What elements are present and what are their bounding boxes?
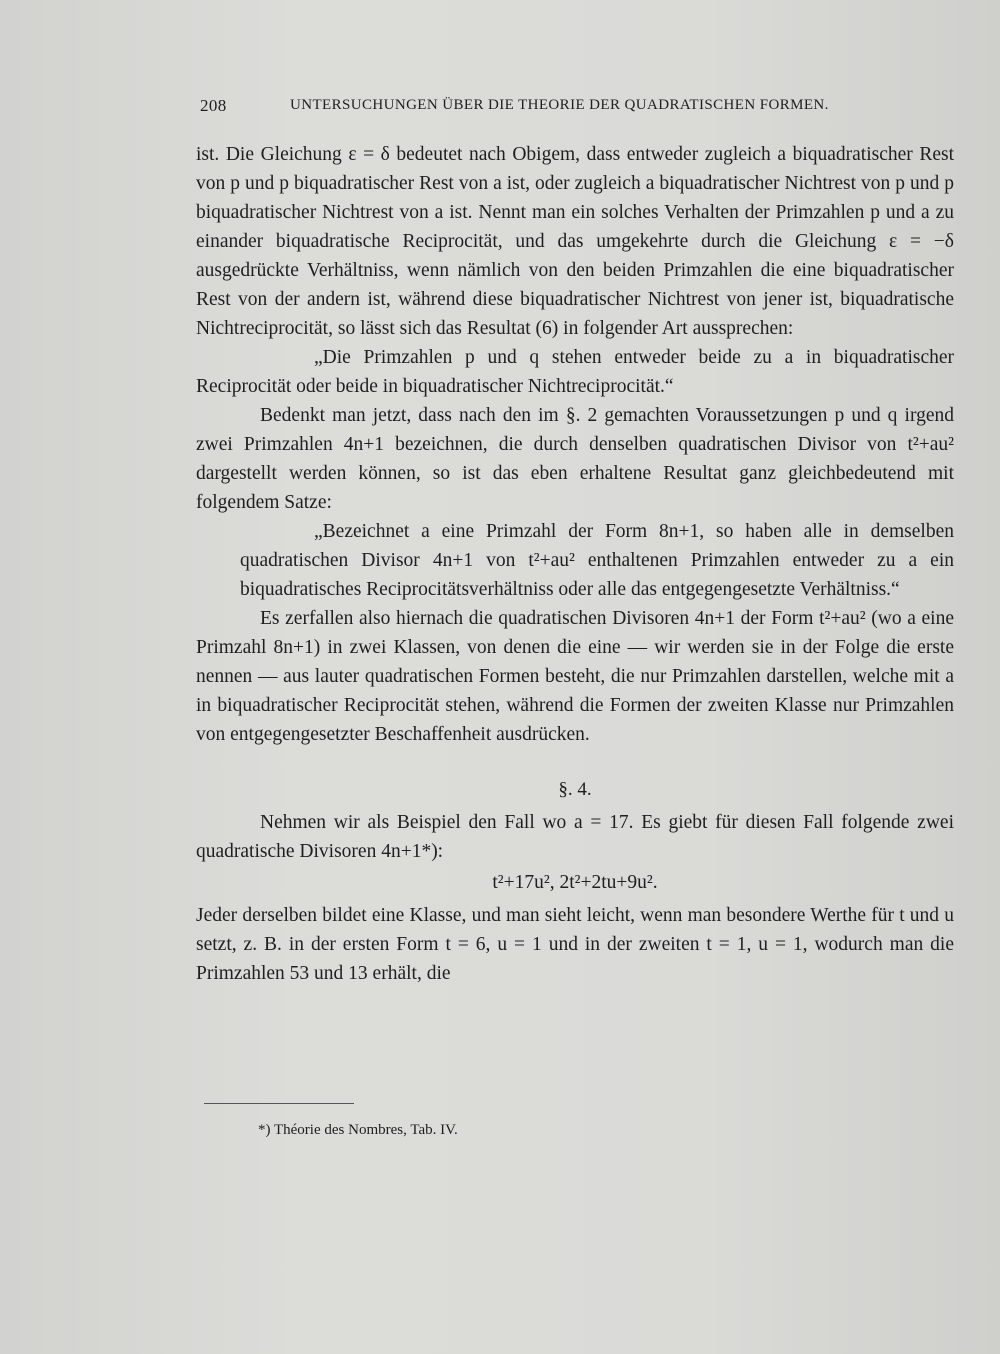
paragraph: Jeder derselben bildet eine Klasse, und man sieht leicht, wenn man besondere Werthe für t und u setzt, z. B. in der ersten Form t = 6, u = 1 und in der zweiten t = 1, u = 1, wodurch man die Primzahlen 53 und 13 erhält, die	[196, 905, 954, 984]
paragraph: Nehmen wir als Beispiel den Fall wo a = 17. Es giebt für diesen Fall folgende zwei quadratische Divisoren 4n+1*):	[196, 812, 954, 862]
formula: t²+17u², 2t²+2tu+9u².	[492, 872, 658, 893]
paragraph: Bedenkt man jetzt, dass nach den im §. 2 gemachten Voraussetzungen p und q irgend zwei Primzahlen 4n+1 bezeichnen, die durch denselben quadratischen Divisor von t²+au² dargestellt werden können, so ist das eben erhaltene Resultat ganz gleichbedeutend mit folgendem Satze:	[196, 405, 954, 513]
running-title: UNTERSUCHUNGEN ÜBER DIE THEORIE DER QUADRATISCHEN FORMEN.	[290, 97, 829, 113]
paragraph: ist. Die Gleichung ε = δ bedeutet nach Obigem, dass entweder zugleich a biquadratischer Rest von p und p biquadratischer Rest von a ist, oder zugleich a biquadratischer Nichtrest von p und p biquadratischer Nichtrest von a ist. Nennt man ein solches Verhalten der Primzahlen p und a zu einander biquadratische Reciprocität, und das umgekehrte durch die Gleichung ε = −δ ausgedrückte Verhältniss, wenn nämlich von den beiden Primzahlen die eine biquadratischer Rest von der andern ist, während diese biquadratischer Nichtrest von jener ist, biquadratische Nichtreciprocität, so lässt sich das Resultat (6) in folgender Art aussprechen:	[196, 144, 954, 339]
footnote-rule	[204, 1103, 354, 1104]
paragraph: Es zerfallen also hiernach die quadratischen Divisoren 4n+1 der Form t²+au² (wo a eine Primzahl 8n+1) in zwei Klassen, von denen die eine — wir werden sie in der Folge die erste nennen — aus lauter quadratischen Formen besteht, die nur Primzahlen darstellen, welche mit a in biquadratischer Reciprocität stehen, während die Formen der zweiten Klasse nur Primzahlen von entgegengesetzter Beschaffenheit ausdrücken.	[196, 608, 954, 745]
section-heading: §. 4.	[558, 779, 592, 800]
page-number: 208	[200, 96, 227, 115]
quoted-theorem: „Die Primzahlen p und q stehen entweder beide zu a in biquadratischer Reciprocität oder beide in biquadratischer Nichtreciprocität.“	[196, 347, 954, 397]
quoted-theorem: „Bezeichnet a eine Primzahl der Form 8n+1, so haben alle in demselben quadratischen Divisor 4n+1 von t²+au² enthaltenen Primzahlen entweder zu a ein biquadratisches Reciprocitätsverhältniss oder alle das entgegengesetzte Verhältniss.“	[240, 521, 954, 600]
body-text	[196, 140, 954, 988]
footnote: *) Théorie des Nombres, Tab. IV.	[258, 1122, 458, 1138]
